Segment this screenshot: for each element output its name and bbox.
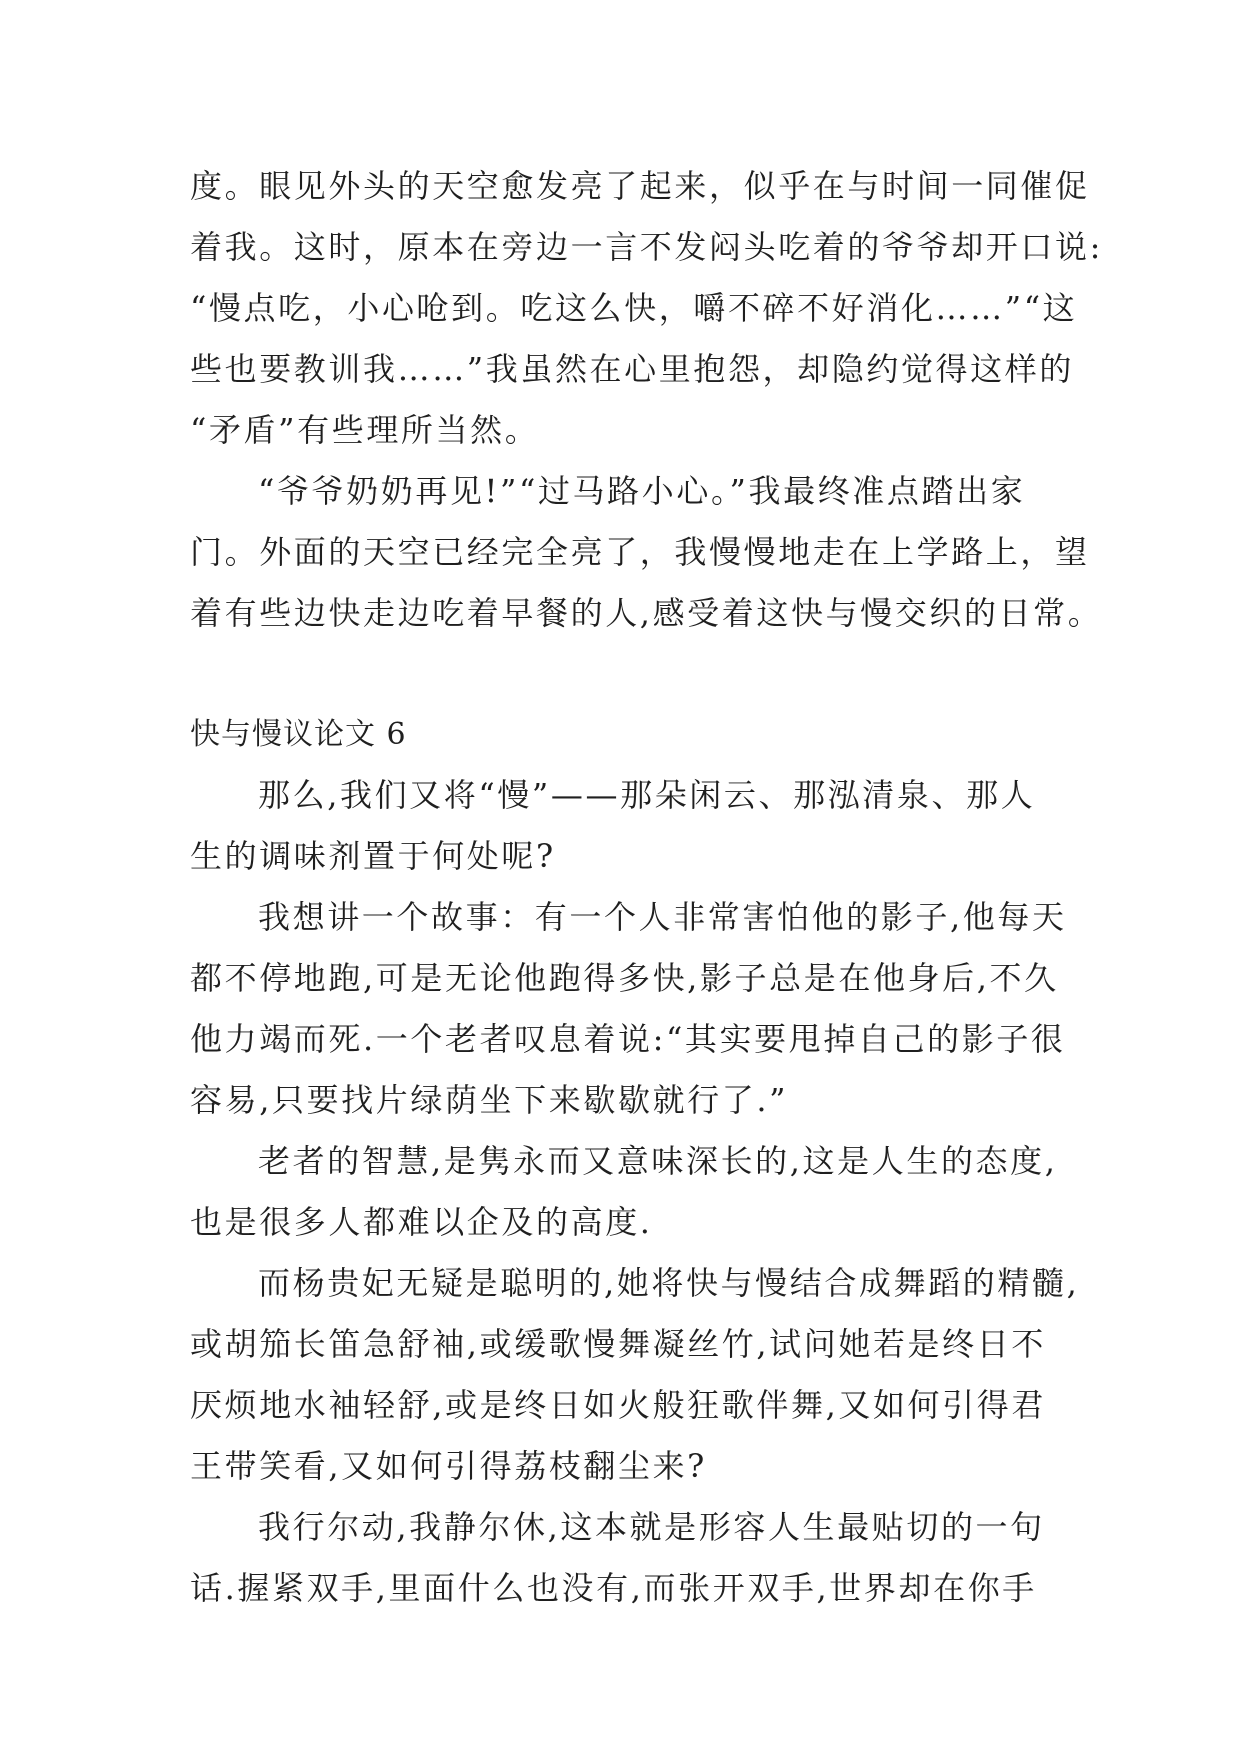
text-line: 我行尔动,我静尔休,这本就是形容人生最贴切的一句 (258, 1508, 1045, 1546)
text-line: 都不停地跑,可是无论他跑得多快,影子总是在他身后,不久 (190, 959, 1059, 997)
text-line: 度。眼见外头的天空愈发亮了起来，似乎在与时间一同催促 (190, 167, 1090, 205)
text-line: “慢点吃，小心呛到。吃这么快，嚼不碎不好消化……”“这 (190, 289, 1078, 327)
text-line: 我想讲一个故事：有一个人非常害怕他的影子,他每天 (258, 898, 1067, 936)
text-line: 着有些边快走边吃着早餐的人,感受着这快与慢交织的日常。 (190, 594, 1103, 632)
text-line: 而杨贵妃无疑是聪明的,她将快与慢结合成舞蹈的精髓, (258, 1264, 1080, 1302)
essay-title: 快与慢议论文 6 (190, 717, 407, 752)
text-line: 话.握紧双手,里面什么也没有,而张开双手,世界却在你手 (190, 1569, 1037, 1607)
paragraph (190, 887, 1067, 1131)
text-line: 生的调味剂置于何处呢? (190, 837, 556, 875)
paragraph (190, 461, 1103, 644)
text-line: 老者的智慧,是隽永而又意味深长的,这是人生的态度, (258, 1142, 1058, 1180)
text-line: 厌烦地水袖轻舒,或是终日如火般狂歌伴舞,又如何引得君 (190, 1386, 1046, 1424)
text-line: 他力竭而死.一个老者叹息着说:“其实要甩掉自己的影子很 (190, 1020, 1066, 1058)
text-line: 容易,只要找片绿荫坐下来歇歇就行了.” (190, 1081, 789, 1119)
text-line: 门。外面的天空已经完全亮了，我慢慢地走在上学路上，望 (190, 533, 1090, 571)
text-line: 那么,我们又将“慢”——那朵闲云、那泓清泉、那人 (258, 776, 1036, 814)
document-page (190, 156, 1103, 1619)
text-line: 或胡笳长笛急舒袖,或缓歌慢舞凝丝竹,试问她若是终日不 (190, 1325, 1046, 1363)
text-line: “爷爷奶奶再见!”“过马路小心。”我最终准点踏出家 (258, 472, 1026, 510)
text-line: 王带笑看,又如何引得荔枝翻尘来? (190, 1447, 707, 1485)
paragraph (190, 1497, 1050, 1619)
section-gap (190, 644, 1050, 704)
text-line: 着我。这时，原本在旁边一言不发闷头吃着的爷爷却开口说: (190, 228, 1103, 266)
paragraph (190, 1253, 1080, 1497)
paragraph (190, 1131, 1058, 1253)
text-line: “矛盾”有些理所当然。 (190, 411, 540, 449)
paragraph (190, 156, 1103, 461)
text-line: 也是很多人都难以企及的高度. (190, 1203, 653, 1241)
text-line: 些也要教训我……”我虽然在心里抱怨，却隐约觉得这样的 (190, 350, 1074, 388)
paragraph (190, 765, 1050, 887)
